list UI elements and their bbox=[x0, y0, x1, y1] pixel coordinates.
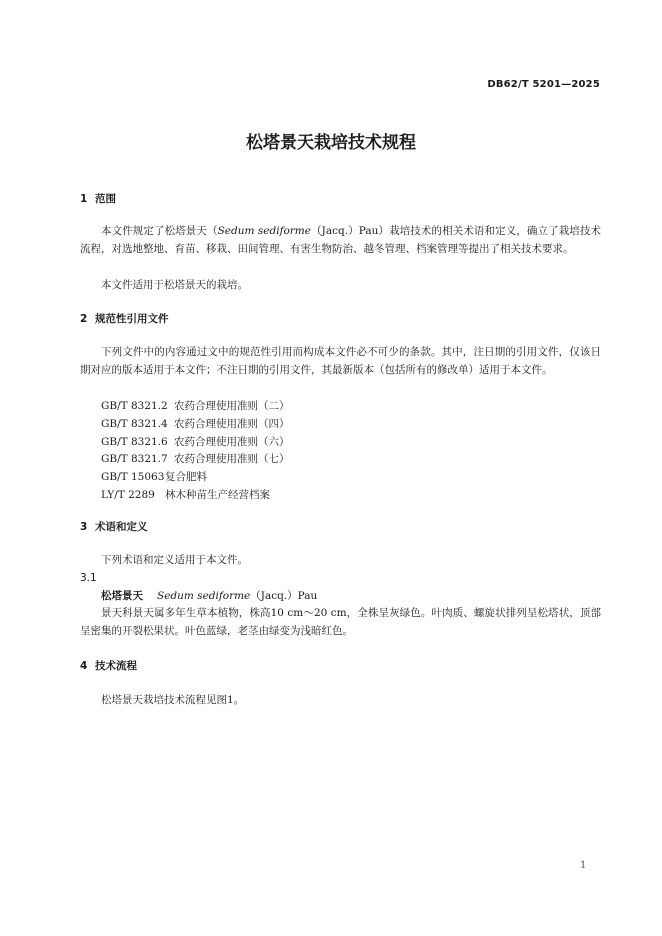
section-number: 4 bbox=[80, 660, 88, 672]
section-4-heading bbox=[80, 658, 137, 673]
section-number: 2 bbox=[80, 313, 88, 325]
reference-code: GB/T 8321.6 bbox=[101, 436, 168, 448]
references-intro: 下列文件中的内容通过文中的规范性引用而构成本文件必不可少的条款。其中，注日期的引用文件，仅该日期对应的版本适用于本文件；不注日期的引用文件，其最新版本（包括所有的修改单）适用于本文件。 bbox=[80, 346, 601, 377]
terms-intro: 下列术语和定义适用于本文件。 bbox=[101, 554, 248, 566]
section-3-heading bbox=[80, 519, 148, 534]
reference-item bbox=[101, 487, 270, 502]
term-chinese: 松塔景天 bbox=[101, 590, 143, 602]
reference-item bbox=[101, 434, 290, 449]
reference-title: 复合肥料 bbox=[165, 471, 207, 483]
standard-number: DB62/T 5201—2025 bbox=[487, 79, 600, 90]
reference-title: 农药合理使用准则（二） bbox=[174, 400, 290, 412]
reference-title: 林木种苗生产经营档案 bbox=[165, 489, 270, 501]
reference-code: GB/T 15063 bbox=[101, 471, 165, 483]
section-title: 技术流程 bbox=[95, 660, 137, 672]
reference-item bbox=[101, 451, 290, 466]
term-definition: 景天科景天属多年生草本植物，株高10 cm～20 cm，全株呈灰绿色。叶肉质、螺旋状排列呈松塔状，顶部呈密集的开裂松果状。叶色蓝绿，老茎由绿变为浅暗红色。 bbox=[80, 607, 601, 638]
text-run: 本文件规定了松塔景天（ bbox=[101, 225, 218, 237]
page-number: 1 bbox=[580, 860, 587, 871]
reference-title: 农药合理使用准则（四） bbox=[174, 418, 290, 430]
reference-item bbox=[101, 398, 290, 413]
section-1-heading bbox=[80, 191, 116, 206]
reference-code: GB/T 8321.4 bbox=[101, 418, 168, 430]
reference-code: GB/T 8321.2 bbox=[101, 400, 168, 412]
section-title: 术语和定义 bbox=[95, 521, 148, 533]
term-entry bbox=[101, 588, 317, 603]
reference-code: LY/T 2289 bbox=[101, 489, 155, 501]
clause-number: 3.1 bbox=[80, 572, 97, 584]
latin-name: Sedum sediforme bbox=[217, 225, 311, 237]
section-number: 3 bbox=[80, 521, 88, 533]
reference-item bbox=[101, 469, 207, 484]
section-title: 规范性引用文件 bbox=[95, 313, 169, 325]
section-2-heading bbox=[80, 311, 169, 326]
term-latin: Sedum sediforme bbox=[157, 590, 251, 602]
document-title: 松塔景天栽培技术规程 bbox=[246, 133, 416, 153]
section-number: 1 bbox=[80, 193, 88, 205]
reference-title: 农药合理使用准则（七） bbox=[174, 453, 290, 465]
process-paragraph: 松塔景天栽培技术流程见图1。 bbox=[101, 694, 245, 706]
reference-item bbox=[101, 416, 290, 431]
reference-code: GB/T 8321.7 bbox=[101, 453, 168, 465]
term-author: （Jacq.）Pau bbox=[250, 590, 318, 602]
text-run: （Jacq.）Pau）栽培技术的相关术语和定义，确立了栽培技术流程，对选地整地、育苗、移栽、田间管理、有害生物防治、越冬管理、档案管理等提出了相关技术要求。 bbox=[80, 225, 602, 256]
applicability-paragraph: 本文件适用于松塔景天的栽培。 bbox=[101, 279, 248, 291]
section-title: 范围 bbox=[95, 193, 116, 205]
reference-title: 农药合理使用准则（六） bbox=[174, 436, 290, 448]
scope-paragraph bbox=[80, 222, 601, 259]
